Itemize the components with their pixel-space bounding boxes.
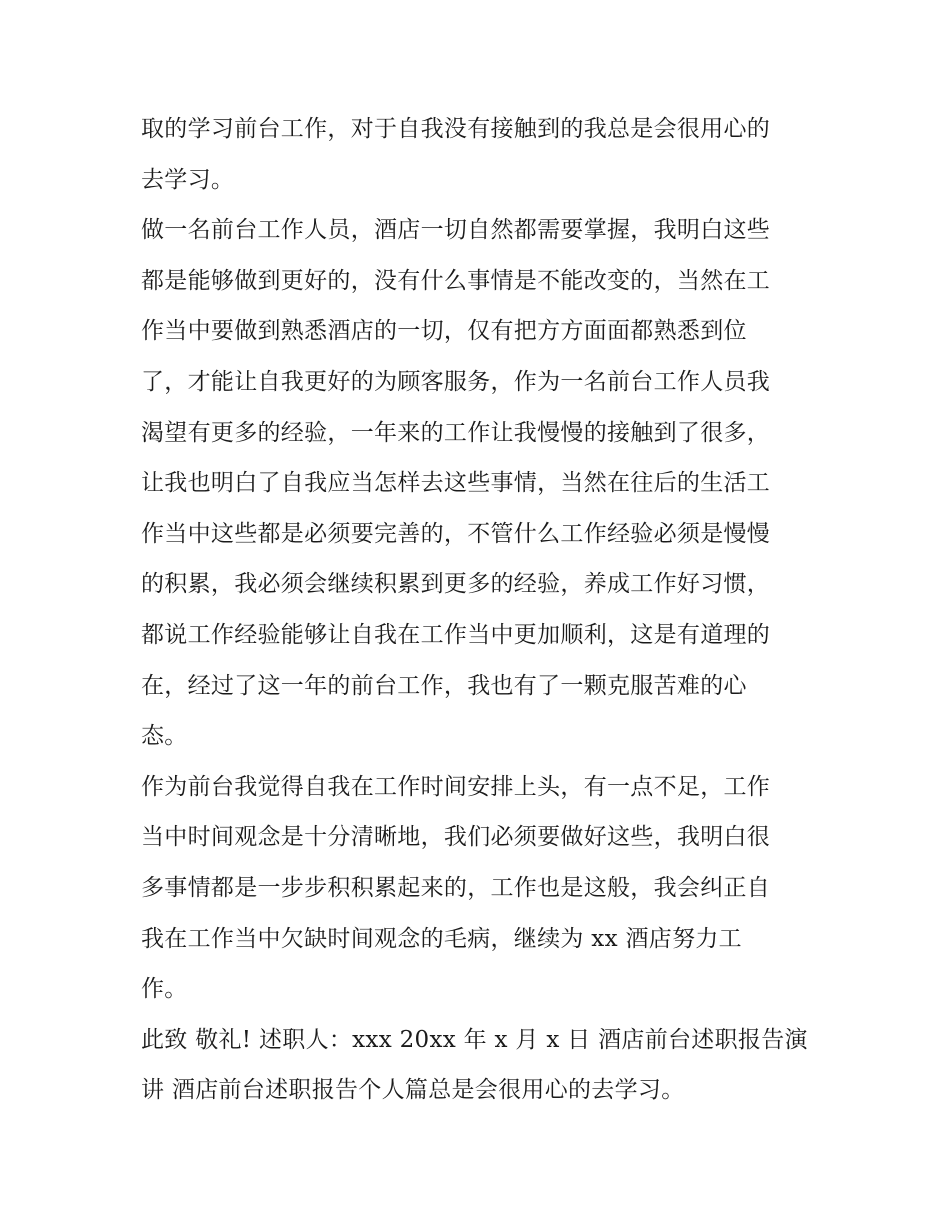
- text-line: 多事情都是一步步积积累起来的，工作也是这般，我会纠正自: [141, 874, 771, 901]
- text-line: 的积累，我必须会继续积累到更多的经验，养成工作好习惯，: [141, 571, 771, 598]
- text-line: 此致 敬礼! 述职人：xxx 20xx 年 x 月 x 日 酒店前台述职报告演: [141, 1026, 808, 1053]
- document-body: [141, 104, 811, 1116]
- text-line: 了，才能让自我更好的为顾客服务，作为一名前台工作人员我: [141, 368, 771, 395]
- text-line: 去学习。: [141, 166, 235, 193]
- text-line: 作。: [141, 976, 188, 1003]
- text-line: 当中时间观念是十分清晰地，我们必须要做好这些，我明白很: [141, 824, 771, 851]
- text-line: 我在工作当中欠缺时间观念的毛病，继续为 xx 酒店努力工: [141, 925, 742, 952]
- text-line: 都说工作经验能够让自我在工作当中更加顺利，这是有道理的: [141, 621, 771, 648]
- text-line: 做一名前台工作人员，酒店一切自然都需要掌握，我明白这些: [141, 217, 771, 244]
- text-line: 让我也明白了自我应当怎样去这些事情，当然在往后的生活工: [141, 470, 771, 497]
- text-line: 作当中这些都是必须要完善的，不管什么工作经验必须是慢慢: [141, 520, 771, 547]
- text-line: 都是能够做到更好的，没有什么事情是不能改变的，当然在工: [141, 267, 771, 294]
- text-line: 讲 酒店前台述职报告个人篇总是会很用心的去学习。: [141, 1077, 685, 1104]
- text-line: 渴望有更多的经验，一年来的工作让我慢慢的接触到了很多，: [141, 419, 771, 446]
- text-line: 在，经过了这一年的前台工作，我也有了一颗克服苦难的心: [141, 672, 747, 699]
- text-line: 态。: [141, 723, 188, 750]
- text-line: 作当中要做到熟悉酒店的一切，仅有把方方面面都熟悉到位: [141, 318, 747, 345]
- text-line: 作为前台我觉得自我在工作时间安排上头，有一点不足，工作: [141, 773, 771, 800]
- text-line: 取的学习前台工作，对于自我没有接触到的我总是会很用心的: [141, 116, 771, 142]
